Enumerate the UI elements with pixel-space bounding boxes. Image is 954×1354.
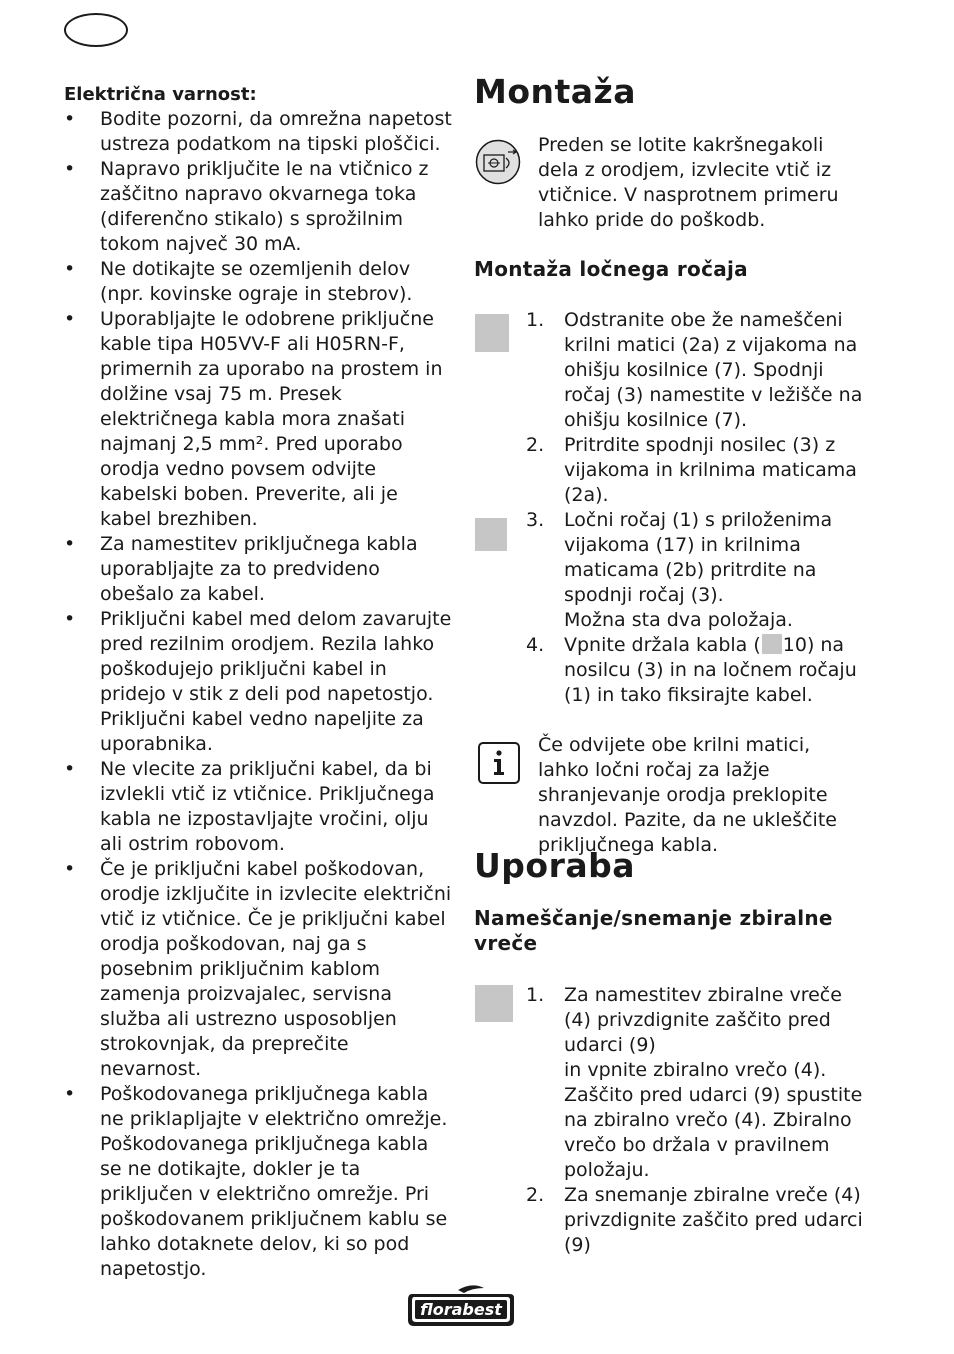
bag-steps: [474, 983, 864, 1258]
montaza-title: Montaža: [474, 72, 637, 111]
step-text: 10) na nosilcu (3) in na ločnem ročaju (1) in tako fiksirajte kabel.: [564, 634, 857, 706]
list-item-text: Ne dotikajte se ozemljenih delov (npr. kovinske ograje in stebrov).: [100, 258, 413, 305]
list-item: [64, 857, 454, 1082]
step-text: Za snemanje zbiralne vreče (4) privzdignite zaščito pred udarci (9): [564, 1184, 863, 1256]
bullet-icon: •: [64, 608, 76, 630]
list-item-text: Če je priključni kabel poškodovan, orodje izključite in izvlecite električni vtič iz vtičnice. Če je priključni kabel orodja poškodovan, naj ga s posebnim priključnim kablom zamenja proizvajalec, servisna služba ali ustrezno usposobljen strokovnjak, da preprečite nevarnost.: [100, 858, 452, 1080]
list-item: [64, 532, 454, 607]
step-text: Za namestitev zbiralne vreče (4) privzdignite zaščito pred udarci (9) in vpnite zbiralno vrečo (4). Zaščito pred udarci (9) spustite na zbiralno vrečo (4). Zbiralno vrečo bo držala v pravilnem položaju.: [564, 984, 863, 1181]
list-item: [64, 757, 454, 857]
step-text: Ločni ročaj (1) s priloženima vijakoma (17) in krilnima maticama (2b) pritrdite na spodnji ročaj (3). Možna sta dva položaja.: [564, 509, 833, 631]
list-item-text: Uporabljajte le odobrene priključne kable tipa H05VV-F ali H05RN-F, primernih za uporabo na prostem in dolžine vsaj 75 m. Presek električnega kabla mora znašati najmanj 2,5 mm². Pred uporabo orodja vedno povsem odvijte kabelski boben. Preverite, ali je kabel brezhiben.: [100, 308, 443, 530]
list-item-text: Poškodovanega priključnega kabla ne priklapljajte v električno omrežje. Poškodovanega priključnega kabla se ne dotikajte, dokler je ta priključen v električno omrežje. Pri poškodovanem priključnem kablu se lahko dotaknete delov, ki so pod napetostjo.: [100, 1083, 448, 1280]
step-text: Pritrdite spodnji nosilec (3) z vijakoma in krilnima maticama (2a).: [564, 434, 857, 506]
list-item: [474, 308, 864, 433]
list-item: [64, 257, 454, 307]
bullet-icon: •: [64, 758, 76, 780]
step-text: Vpnite držala kabla (: [564, 634, 761, 656]
electrical-safety-heading: Električna varnost:: [64, 84, 257, 105]
electrical-safety-list: [64, 107, 454, 1282]
info-note: Če odvijete obe krilni matici, lahko ločni ročaj za lažje shranjevanje orodja preklopite navzdol. Pazite, da ne ukleščite priključnega kabla.: [538, 734, 837, 856]
list-item: [64, 157, 454, 257]
handle-assembly-heading: Montaža ločnega ročaja: [474, 257, 748, 281]
list-item: [64, 307, 454, 532]
list-item: [64, 607, 454, 757]
florabest-logo: [406, 1284, 516, 1328]
handle-steps: [474, 308, 864, 708]
figure-ref-placeholder: [762, 634, 782, 654]
bullet-icon: •: [64, 158, 76, 180]
list-item: [474, 1183, 864, 1258]
list-item-text: Priključni kabel med delom zavarujte pred rezilnim orodjem. Rezila lahko poškodujejo priključni kabel in pridejo v stik z deli pod napetostjo. Priključni kabel vedno napeljite za uporabnika.: [100, 608, 452, 755]
list-item: [474, 633, 864, 708]
bullet-icon: •: [64, 308, 76, 330]
bullet-icon: •: [64, 1083, 76, 1105]
list-item-text: Za namestitev priključnega kabla uporabljajte za to predvideno obešalo za kabel.: [100, 533, 418, 605]
step-number: 2.: [526, 1184, 545, 1206]
bullet-icon: •: [64, 533, 76, 555]
language-badge: [64, 13, 128, 47]
collection-bag-heading: Nameščanje/snemanje zbiralne vreče: [474, 906, 833, 955]
step-text: Odstranite obe že nameščeni krilni matici (2a) z vijakoma na ohišju kosilnice (7). Spodnji ročaj (3) namestite v ležišče na ohišju kosilnice (7).: [564, 309, 863, 431]
step-number: 1.: [526, 984, 545, 1006]
unplug-warning-icon: [475, 139, 521, 185]
list-item-text: Napravo priključite le na vtičnico z zaščitno napravo okvarnega toka (diferenčno stikalo) s sprožilnim tokom največ 30 mA.: [100, 158, 429, 255]
list-item: [64, 1082, 454, 1282]
bullet-icon: •: [64, 258, 76, 280]
unplug-note: Preden se lotite kakršnegakoli dela z orodjem, izvlecite vtič iz vtičnice. V nasprotnem primeru lahko pride do poškodb.: [538, 134, 839, 231]
list-item: [474, 508, 864, 633]
info-icon: [478, 742, 520, 784]
step-number: 3.: [526, 509, 545, 531]
bullet-icon: •: [64, 108, 76, 130]
uporaba-title: Uporaba: [474, 846, 636, 885]
list-item: [474, 983, 864, 1183]
logo-wordmark: florabest: [420, 1300, 502, 1319]
step-number: 2.: [526, 434, 545, 456]
bullet-icon: •: [64, 858, 76, 880]
step-number: 4.: [526, 634, 545, 656]
list-item-text: Bodite pozorni, da omrežna napetost ustreza podatkom na tipski ploščici.: [100, 108, 452, 155]
list-item-text: Ne vlecite za priključni kabel, da bi izvlekli vtič iz vtičnice. Priključnega kabla ne izpostavljajte vročini, olju ali ostrim robovom.: [100, 758, 435, 855]
list-item: [64, 107, 454, 157]
list-item: [474, 433, 864, 508]
step-number: 1.: [526, 309, 545, 331]
